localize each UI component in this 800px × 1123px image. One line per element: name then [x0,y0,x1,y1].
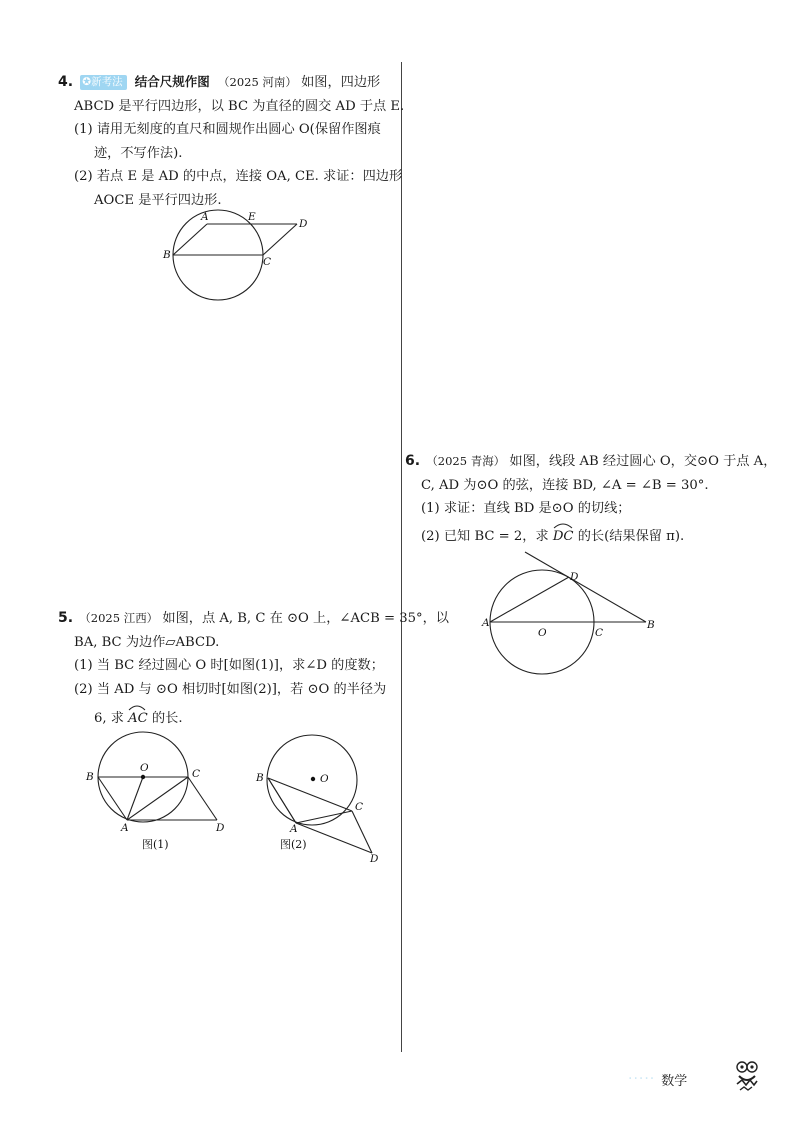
mascot-logo [734,1060,760,1092]
arc-dc: DC [553,525,574,549]
point-label-c: C [355,801,364,813]
page-footer [628,1068,687,1090]
problem-source: （2025 河南） [218,75,297,89]
point-label-d: D [216,822,225,834]
point-label-c: C [595,627,604,639]
subject-label: 数学 [661,1073,688,1089]
subquestion-2-text: (2) 已知 BC = 2，求 [421,528,553,544]
point-label-e: E [248,211,256,223]
arc-ac: AC [128,707,148,731]
problem-stem: 如图，四边形 [301,75,381,90]
new-method-badge: ✪新考法 [80,75,126,90]
subquestion-2-text: 6, 求 [94,711,129,726]
point-label-d: D [299,218,308,230]
subquestion-2-cont [58,707,398,731]
point-label-d: D [570,571,579,583]
column-divider [401,62,402,1052]
point-label-c: C [192,768,201,780]
figure-caption: 图(1) [142,838,169,851]
problem-source: （2025 江西） [79,611,159,625]
problem-number: 4. [58,74,74,90]
problem-stem: 如图，点 A, B, C 在 ⊙O 上，∠ACB = 35°，以 [162,611,449,626]
subquestion-2-text-end: 的长. [147,711,183,726]
problem-number: 6. [405,453,421,469]
subquestion-2: (2) 若点 E 是 AD 的中点，连接 OA, CE. 求证：四边形 [74,169,403,184]
subquestion-1: (1) 求证：直线 BD 是⊙O 的切线； [421,501,631,516]
point-label-c: C [263,256,272,268]
problem-number: 5. [58,610,74,626]
problem-6-line1 [405,450,785,474]
problem-5-line1 [58,607,449,631]
problem-6-figure [480,552,660,677]
subquestion-1: (1) 请用无刻度的直尺和圆规作出圆心 O(保留作图痕 [74,122,381,137]
subquestion-2-cont: AOCE 是平行四边形. [94,192,222,208]
figure-caption: 图(2) [280,838,307,851]
point-label-o: O [320,773,329,785]
problem-stem-line2: BA, BC 为边作▱ABCD. [74,634,220,650]
star-icon: ✪ [82,76,92,88]
point-label-b: B [647,619,655,631]
point-label-o: O [538,627,547,639]
point-label-d: D [370,853,379,865]
problem-6 [405,450,785,548]
problem-4 [58,70,405,212]
point-label-b: B [163,249,171,261]
problem-stem-line2: ABCD 是平行四边形，以 BC 为直径的圆交 AD 于点 E. [74,98,405,114]
footer-decoration: ····· [628,1071,656,1087]
problem-5 [58,607,449,731]
topic-tag: 结合尺规作图 [134,74,210,89]
point-label-b: B [256,772,264,784]
problem-5-figure-2 [252,730,392,865]
problem-4-line1 [58,70,398,95]
point-label-a: A [201,211,209,223]
subquestion-1: (1) 当 BC 经过圆心 O 时[如图(1)]，求∠D 的度数； [74,658,384,673]
problem-5-figure-1 [82,730,232,855]
arc-mark-icon [128,704,146,711]
point-label-a: A [290,823,298,835]
subquestion-2 [405,525,785,549]
point-label-a: A [482,617,490,629]
subquestion-2-text-end: 的长(结果保留 π). [573,528,685,544]
subquestion-1-cont: 迹，不写作法). [94,145,183,161]
problem-source: （2025 青海） [426,454,506,468]
arc-mark-icon [553,522,573,529]
problem-stem-line2: C, AD 为⊙O 的弦，连接 BD, ∠A = ∠B = 30°. [421,477,709,493]
problem-4-figure [155,205,315,310]
point-label-b: B [86,771,94,783]
point-label-o: O [140,762,149,774]
point-label-a: A [121,822,129,834]
problem-stem: 如图，线段 AB 经过圆心 O，交⊙O 于点 A， [509,454,777,469]
subquestion-2: (2) 当 AD 与 ⊙O 相切时[如图(2)]，若 ⊙O 的半径为 [74,681,387,697]
